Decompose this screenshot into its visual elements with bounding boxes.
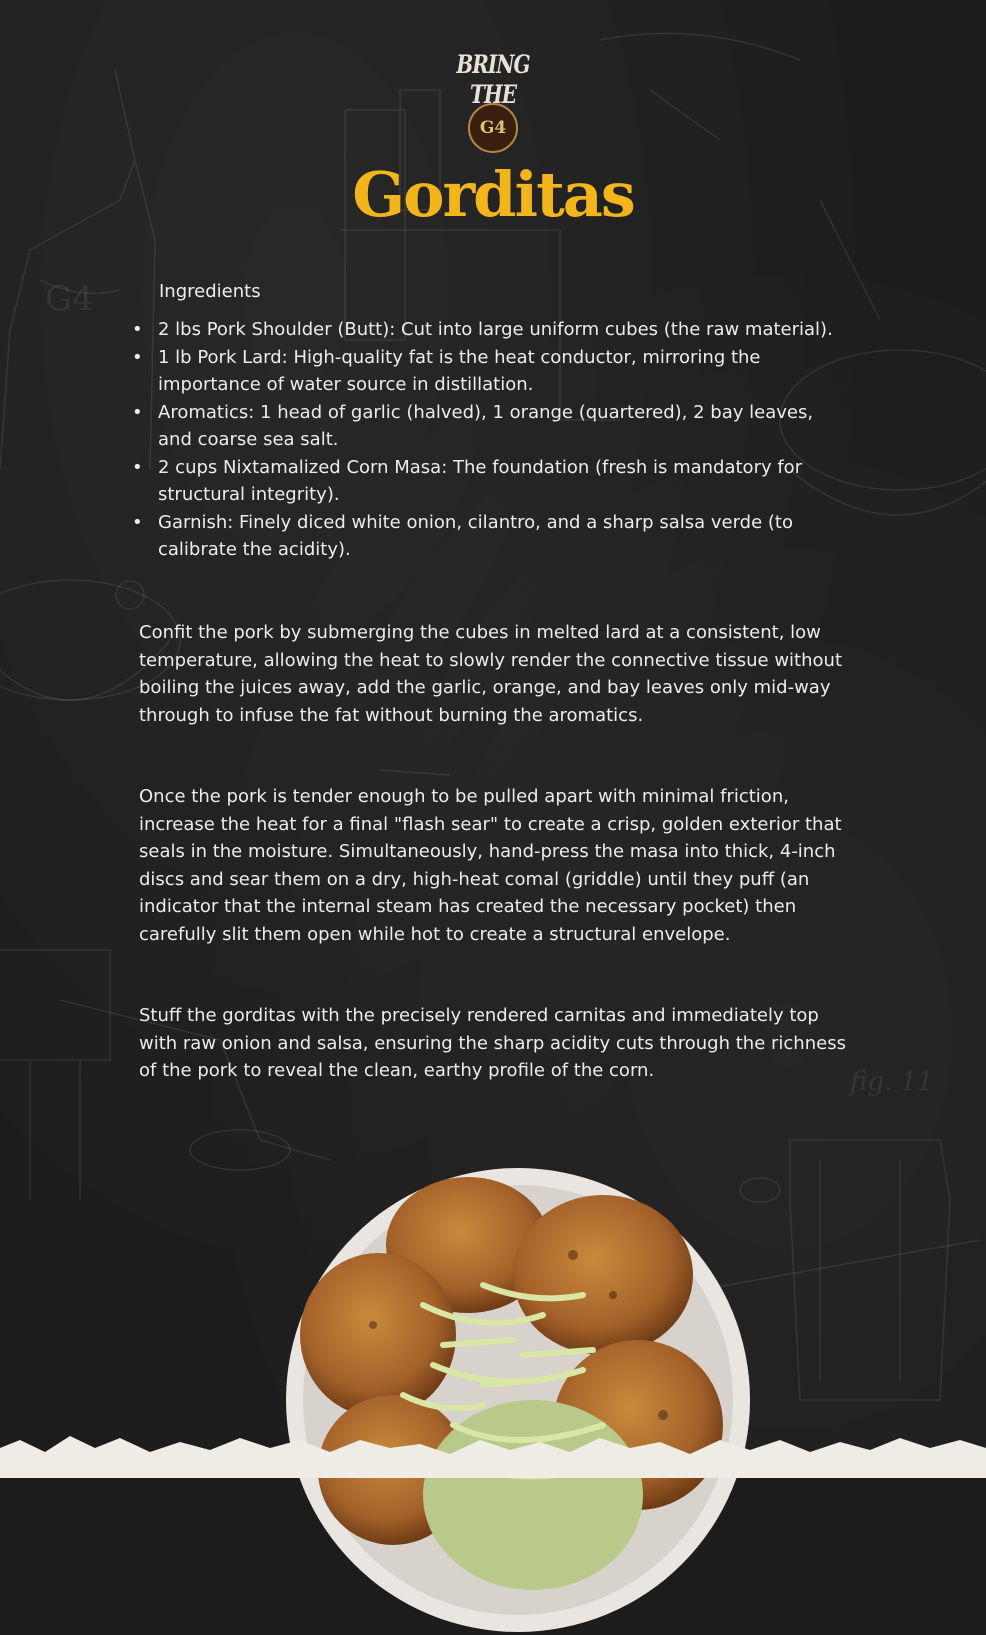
- ingredient-item: • 1 lb Pork Lard: High-quality fat is the heat conductor, mirroring the importance of water source in distillation.: [132, 344, 852, 399]
- ingredients-list: [132, 316, 852, 564]
- svg-text:fig. 11: fig. 11: [850, 1067, 934, 1097]
- step-paragraph-stuff: Stuff the gorditas with the precisely rendered carnitas and immediately top with raw onion and salsa, ensuring the sharp acidity cuts through the richness of the pork to reveal the clean, earthy profile of the corn.: [139, 1005, 846, 1081]
- ingredients-heading: Ingredients: [159, 281, 261, 302]
- gorditas-plate-photo: [283, 1165, 753, 1635]
- recipe-title: Gorditas: [352, 158, 634, 231]
- ingredient-item: • 2 cups Nixtamalized Corn Masa: The foundation (fresh is mandatory for structural integrity).: [132, 454, 852, 509]
- ingredient-item: • Aromatics: 1 head of garlic (halved), 1 orange (quartered), 2 bay leaves, and coarse sea salt.: [132, 399, 852, 454]
- step-paragraph-confit: Confit the pork by submerging the cubes in melted lard at a consistent, low temperature, allowing the heat to slowly render the connective tissue without boiling the juices away, add the garlic, orange, and bay leaves only mid-way through to infuse the fat without burning the aromatics.: [139, 622, 843, 726]
- logo-seal: G4: [468, 103, 518, 153]
- ingredient-item: • Garnish: Finely diced white onion, cilantro, and a sharp salsa verde (to calibrate the acidity).: [132, 509, 852, 564]
- brand-logo: [443, 49, 543, 138]
- ingredient-item: • 2 lbs Pork Shoulder (Butt): Cut into large uniform cubes (the raw material).: [132, 316, 852, 344]
- svg-text:G4: G4: [45, 279, 94, 319]
- logo-wordmark: BRING THE: [456, 49, 530, 109]
- torn-paper-edge: [0, 1418, 986, 1478]
- step-paragraph-sear: Once the pork is tender enough to be pulled apart with minimal friction, increase the heat for a final "flash sear" to create a crisp, golden exterior that seals in the moisture. Simultaneously, hand-press the masa into thick, 4-inch discs and sear them on a dry, high-heat comal (griddle) until they puff (an indicator that the internal steam has created the necessary pocket) then carefully slit them open while hot to create a structural envelope.: [139, 786, 842, 945]
